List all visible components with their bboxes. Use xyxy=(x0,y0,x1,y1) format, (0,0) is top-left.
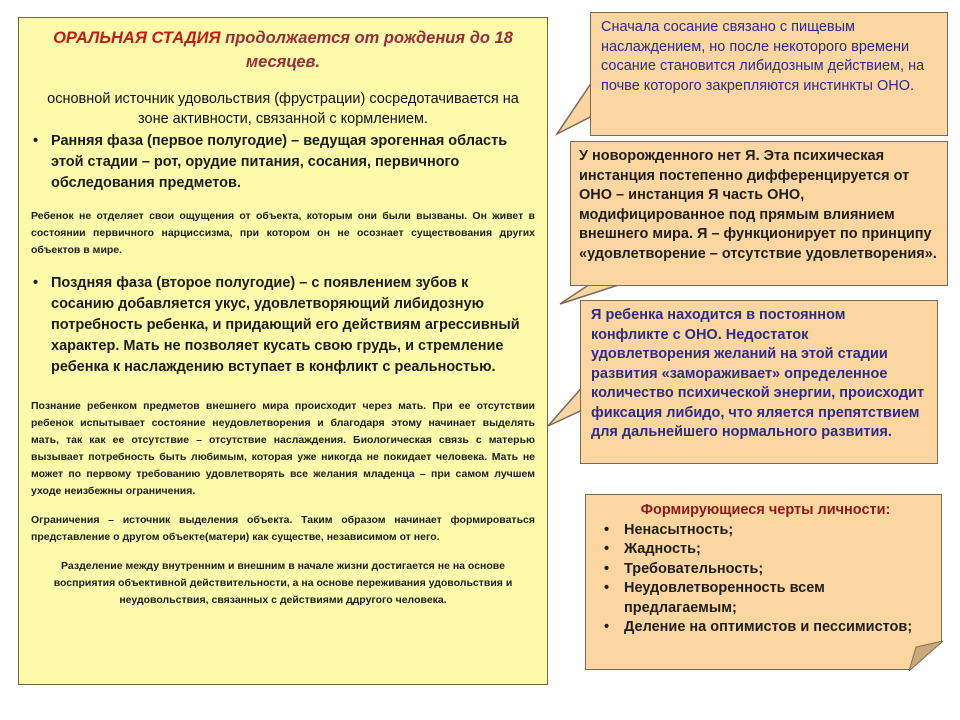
trait-bullet: • xyxy=(604,619,610,635)
callout-sucking xyxy=(590,12,948,136)
callout-sucking-text: Сначала сосание связано с пищевым наслаждением, но после некоторого времени сосание становится либидозным действием, на почве которого закрепляются инстинкты ОНО. xyxy=(601,19,925,94)
trait-text: Ненасытность; xyxy=(624,521,734,538)
trait-item xyxy=(598,540,933,560)
title-highlight: ОРАЛЬНАЯ СТАДИЯ xyxy=(53,29,221,47)
traits-title: Формирующиеся черты личности: xyxy=(640,502,891,518)
traits-list xyxy=(598,521,933,638)
trait-item xyxy=(598,579,933,618)
trait-item xyxy=(598,521,933,541)
narcissism-text: Ребенок не отделяет свои ощущения от объекта, которым они были вызваны. Он живет в состоянии первичного нарциссизма, при котором он не осознает существования других объектов в мире. xyxy=(31,210,535,256)
trait-item xyxy=(598,560,933,580)
trait-text: Неудовлетворенность всем предлагаемым; xyxy=(624,580,825,616)
callout-ego-text: У новорожденного нет Я. Эта психическая инстанция постепенно дифференцируется от ОНО – инстанция Я часть ОНО, модифицированное под прямым влиянием внешнего мира. Я – функционирует по принципу «удовлетворение – отсутствие удовлетворения». xyxy=(579,148,937,262)
limits-text: Ограничения – источник выделения объекта. Таким образом начинает формироваться представление о другом объекте(матери) как существе, независимом от него. xyxy=(31,514,535,543)
traits-note xyxy=(585,494,942,670)
trait-bullet: • xyxy=(604,541,610,557)
oral-stage-panel xyxy=(18,17,548,685)
callout-fixation xyxy=(580,300,938,464)
cognition-text: Познание ребенком предметов внешнего мира происходит через мать. При ее отсутствии ребенок испытывает состояние неудовлетворения и благодаря этому начинает выделять мать, так как ее отсутствие – отсутствие наслаждения. Биологическая связь с матерью вызывает потребность быть любимым, которая уже никогда не покидает человека. Мать не может по первому требованию удовлетворять все желания младенца – при самом лучшем уходе неизбежны ограничения. xyxy=(31,400,535,497)
trait-text: Жадность; xyxy=(624,541,701,557)
trait-item xyxy=(598,618,933,638)
trait-bullet: • xyxy=(604,521,610,538)
trait-bullet: • xyxy=(604,580,610,596)
early-phase-item: • Ранняя фаза (первое полугодие) – ведущая эрогенная область этой стадии – рот, орудие питания, сосания, первичного обследования предметов. xyxy=(31,131,535,194)
title-rest: продолжается от рождения до 18 месяцев. xyxy=(220,29,513,71)
separation-text: Разделение между внутренним и внешним в начале жизни достигается не на основе восприятия объективной действительности, а на основе переживания удовольствия и неудовольствия, связанных с действиями ддругого человека. xyxy=(53,560,513,606)
page-title xyxy=(31,26,535,74)
callout-ego xyxy=(570,141,948,286)
trait-bullet: • xyxy=(604,560,610,577)
trait-text: Деление на оптимистов и пессимистов; xyxy=(624,619,913,635)
folded-corner xyxy=(909,641,943,671)
late-phase-item: • Поздняя фаза (второе полугодие) – с появлением зубов к сосанию добавляется укус, удовлетворяющий либидозную потребность ребенка, и придающий его действиям агрессивный характер. Мать не позволяет кусать свою грудь, и стремление ребенка к наслаждению вступает в конфликт с реальностью. xyxy=(31,273,535,378)
callout-fixation-text: Я ребенка находится в постоянном конфликте с ОНО. Недостаток удовлетворения желаний на этой стадии развития «замораживает» определенное количество психической энергии, происходит фиксация либидо, что яляется препятствием для дальнейшего нормального развития. xyxy=(591,307,925,440)
trait-text: Требовательность; xyxy=(624,560,764,577)
intro-text: основной источник удовольствия (фрустрации) сосредотачивается на зоне активности, связанной с кормлением. xyxy=(47,91,519,127)
